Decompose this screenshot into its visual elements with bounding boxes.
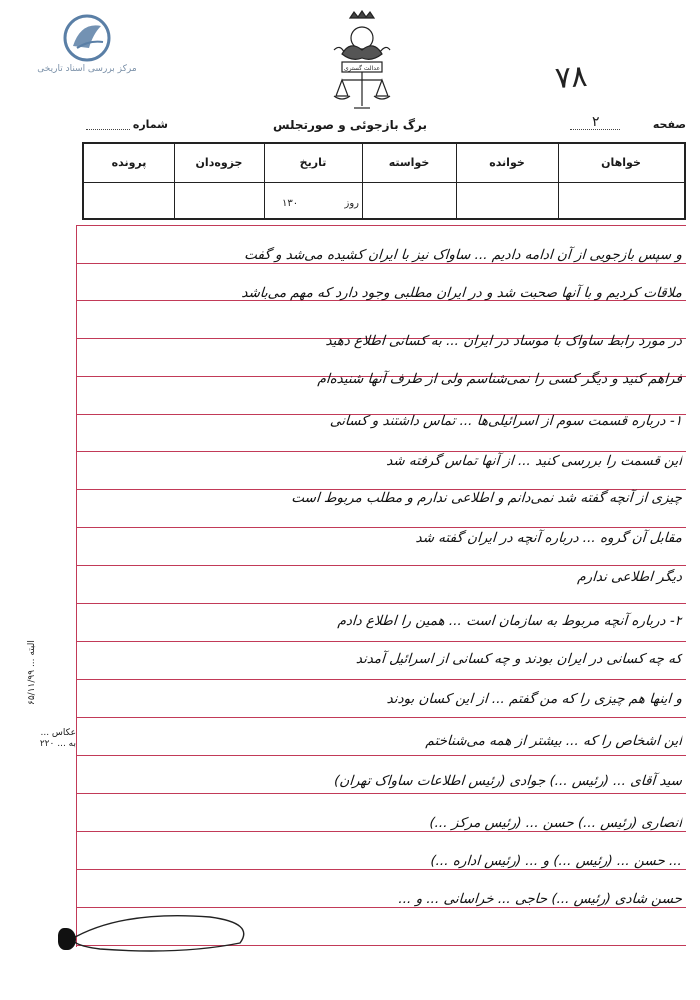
page-number-field xyxy=(570,114,686,138)
margin-note-vertical: البته ... ۶۵/۱۱/۹۹ xyxy=(27,640,37,705)
col-folder: جزوه‌دان xyxy=(195,156,243,169)
form-title: برگ بازجوئی و صورتجلس xyxy=(272,118,428,132)
page-value: ۲ xyxy=(592,114,600,130)
body-line: در مورد رابط ساواک با موساد در ایران ... به کسانی اطلاع دهید xyxy=(325,333,683,349)
col-defendant: خوانده xyxy=(489,156,525,169)
body-line: مقابل آن گروه ... درباره آنچه در ایران گفته شد xyxy=(415,530,683,546)
archive-watermark-caption: مرکز بررسی اسناد تاریخی xyxy=(37,64,137,74)
date-cell xyxy=(282,198,359,209)
emblem-banner: عدالت گستری xyxy=(343,65,381,72)
archive-watermark xyxy=(22,12,152,82)
archive-logo-icon xyxy=(37,12,137,67)
ink-scribble-icon xyxy=(60,905,260,955)
folio-number: ۷۸ xyxy=(553,58,589,97)
body-line: این اشخاص را که ... بیشتر از همه می‌شناختم xyxy=(425,733,683,749)
body-line: حسن شادی (رئیس ...) حاجی ... خراسانی ... و ... xyxy=(398,891,683,907)
body-line: فراهم کنید و دیگر کسی را نمی‌شناسم ولی از طرف آنها شنیده‌ام xyxy=(317,371,683,387)
body-line: ... حسن ... (رئیس ...) و ... (رئیس اداره ...) xyxy=(429,853,683,869)
body-line: که چه کسانی در ایران بودند و چه کسانی از اسرائیل آمدند xyxy=(355,651,683,667)
body-line: انصاری (رئیس ...) حسن ... (رئیس مرکز ...) xyxy=(428,815,683,831)
body-line: و اینها هم چیزی را که من گفتم ... از این کسان بودند xyxy=(386,691,683,707)
date-day-label: روز xyxy=(344,198,359,209)
body-line: ۱- درباره قسمت سوم از اسرائیلی‌ها ... تماس داشتند و کسانی xyxy=(329,413,683,429)
body-line: ملاقات کردیم و با آنها صحبت شد و در ایران مطلبی وجود دارد که مهم می‌باشد xyxy=(240,285,683,301)
body-line: چیزی از آنچه گفته شد نمی‌دانم و اطلاعی ندارم و مطلب مربوط است xyxy=(290,490,683,506)
col-file: پرونده xyxy=(111,156,147,169)
case-info-table xyxy=(82,142,686,220)
page-label: صفحه xyxy=(652,118,686,131)
body-line: دیگر اطلاعی ندارم xyxy=(576,569,683,585)
lion-sun-icon xyxy=(320,10,404,114)
body-line: ۲- درباره آنچه مربوط به سازمان است ... همین را اطلاع دادم xyxy=(337,613,683,629)
ink-blot xyxy=(58,928,76,950)
date-year: ۱۳۰ xyxy=(282,198,299,209)
body-line: و سپس بازجویی از آن ادامه دادیم ... ساواک نیز با ایران کشیده می‌شد و گفت xyxy=(243,247,683,263)
body-line: این قسمت را بررسی کنید ... از آنها تماس گرفته شد xyxy=(385,453,683,469)
col-date: تاریخ xyxy=(299,156,327,169)
margin-note-side: عکاس ... به ... ۲۲۰ xyxy=(39,728,76,749)
number-field xyxy=(86,118,168,138)
body-line: سید آقای ... (رئیس ...) جوادی (رئیس اطلاعات ساواک تهران) xyxy=(333,773,683,789)
lion-sun-emblem xyxy=(320,10,404,114)
col-claim: خواسته xyxy=(388,156,430,169)
number-label: شماره xyxy=(132,118,168,131)
col-plaintiff: خواهان xyxy=(601,156,641,169)
